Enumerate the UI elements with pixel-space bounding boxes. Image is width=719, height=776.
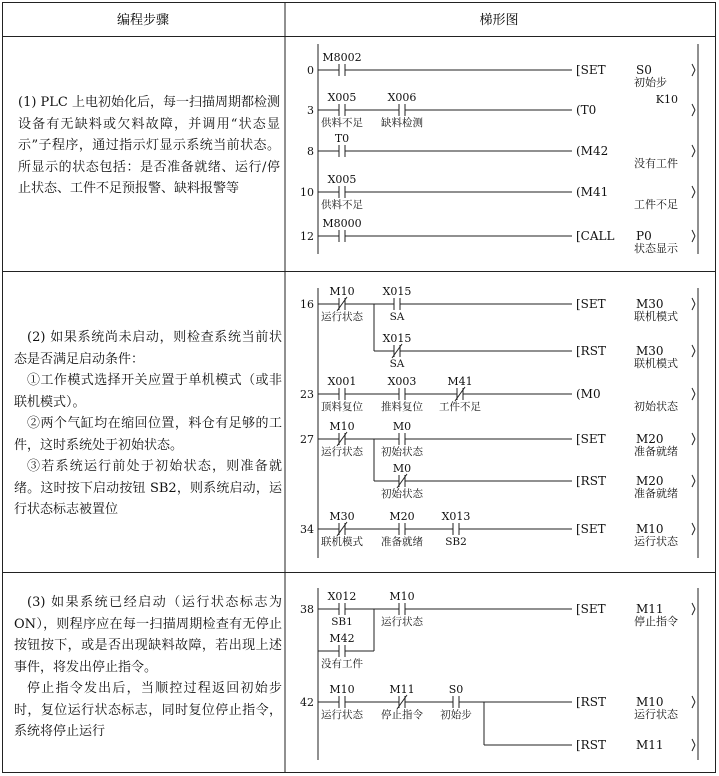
- bracket: [692, 702, 695, 708]
- output-instruction: [RST: [576, 695, 606, 709]
- bracket: [692, 394, 695, 400]
- contact-comment: 运行状态: [321, 311, 363, 323]
- desc-paragraph: ③若系统运行前处于初始状态，则准备就绪。这时按下启动按钮 SB2，则系统启动，运行状态标志被置位: [14, 459, 282, 517]
- bracket: [692, 529, 695, 535]
- contact-comment: 初始状态: [381, 446, 423, 458]
- bracket: [692, 609, 695, 615]
- output-comment: 初始状态: [634, 400, 678, 413]
- bracket: [692, 304, 695, 310]
- step-number: 0: [307, 64, 314, 77]
- contact-comment: 运行状态: [381, 616, 423, 628]
- step-number: 10: [300, 186, 314, 199]
- contact-name: M8000: [322, 217, 362, 230]
- bracket: [692, 104, 695, 110]
- contact-name: X006: [387, 91, 417, 104]
- bracket: [692, 603, 695, 609]
- bracket: [692, 439, 695, 445]
- contact-name: M10: [329, 683, 355, 696]
- contact-name: X015: [382, 285, 412, 298]
- bracket: [692, 433, 695, 439]
- contact-comment: SB1: [331, 616, 353, 628]
- bracket: [692, 481, 695, 487]
- output-comment: 联机模式: [634, 310, 678, 323]
- bracket: [692, 70, 695, 76]
- output-comment: 准备就绪: [634, 445, 678, 458]
- output-instruction: [SET: [576, 432, 606, 446]
- bracket: [692, 192, 695, 198]
- bracket: [692, 345, 695, 351]
- output-instruction: [SET: [576, 297, 606, 311]
- output-instruction: [RST: [576, 344, 606, 358]
- contact-name: M42: [329, 632, 355, 645]
- output-operand: M20: [636, 474, 664, 488]
- step-number: 12: [300, 230, 314, 243]
- contact-comment: 准备就绪: [381, 536, 423, 548]
- step-number: 23: [300, 388, 314, 401]
- bracket: [692, 145, 695, 151]
- contact-name: M30: [329, 510, 355, 523]
- step-number: 16: [300, 298, 314, 311]
- contact-comment: 供料不足: [321, 117, 363, 129]
- contact-name: X015: [382, 332, 412, 345]
- desc-paragraph: ①工作模式选择开关应置于单机模式（或非联机模式）。: [14, 373, 282, 410]
- bracket: [692, 298, 695, 304]
- output-operand: S0: [636, 63, 652, 77]
- output-instruction: [SET: [576, 602, 606, 616]
- bracket: [692, 230, 695, 236]
- step-number: 3: [307, 104, 314, 117]
- header-ladder: 梯形图: [479, 13, 519, 28]
- contact-comment: 初始状态: [381, 488, 423, 500]
- contact-name: X013: [441, 510, 471, 523]
- header-steps: 编程步骤: [116, 13, 170, 28]
- output-operand: M10: [636, 695, 664, 709]
- output-operand: M30: [636, 297, 664, 311]
- contact-name: T0: [334, 132, 350, 145]
- contact-name: M10: [329, 420, 355, 433]
- bracket: [692, 388, 695, 394]
- output-instruction: (M0: [576, 387, 601, 401]
- bracket: [692, 186, 695, 192]
- contact-comment: 运行状态: [321, 446, 363, 458]
- output-instruction: [RST: [576, 738, 606, 752]
- bracket: [692, 64, 695, 70]
- output-comment: 联机模式: [634, 357, 678, 370]
- bracket: [692, 351, 695, 357]
- contact-name: M10: [389, 590, 415, 603]
- contact-comment: SB2: [445, 536, 467, 548]
- bracket: [692, 236, 695, 242]
- desc-paragraph: ②两个气缸均在缩回位置，料仓有足够的工件，这时系统处于初始状态。: [14, 416, 282, 453]
- contact-name: S0: [448, 683, 464, 696]
- contact-comment: 联机模式: [321, 536, 363, 548]
- bracket: [692, 151, 695, 157]
- output-comment: 状态显示: [634, 242, 678, 255]
- contact-name: M0: [392, 420, 412, 433]
- bracket: [692, 696, 695, 702]
- contact-comment: 初始步: [440, 709, 472, 721]
- contact-comment: 顶料复位: [321, 401, 363, 413]
- contact-name: X012: [327, 590, 357, 603]
- output-operand: M10: [636, 522, 664, 536]
- contact-name: M11: [389, 683, 415, 696]
- contact-comment: SA: [389, 311, 405, 323]
- output-comment: 停止指令: [634, 615, 678, 628]
- programming-table: [2, 2, 716, 773]
- desc-paragraph: (1) PLC 上电初始化后，每一扫描周期都检测设备有无缺料或欠料故障，并调用“状态显示”子程序，通过指示灯显示系统当前状态。所显示的状态包括：是否准备就绪、运行/停止状态、工件不足预报警、缺料报警等: [18, 95, 281, 196]
- contact-comment: 缺料检测: [381, 117, 423, 129]
- output-instruction: (T0: [576, 103, 597, 117]
- output-instruction: (M42: [576, 144, 609, 158]
- bracket: [692, 110, 695, 116]
- output-comment: 运行状态: [634, 535, 678, 548]
- output-operand: M30: [636, 344, 664, 358]
- output-instruction: [SET: [576, 63, 606, 77]
- ladder-diagram: [300, 44, 698, 760]
- output-comment: 没有工件: [634, 157, 678, 170]
- output-comment: 初始步: [634, 76, 667, 89]
- contact-name: X005: [327, 91, 357, 104]
- output-instruction: (M41: [576, 185, 609, 199]
- desc-paragraph: 停止指令发出后，当顺控过程返回初始步时，复位运行状态标志，同时复位停止指令，系统将停止运行: [14, 681, 282, 739]
- bracket: [692, 523, 695, 529]
- contact-name: M20: [389, 510, 415, 523]
- contact-comment: SA: [389, 358, 405, 370]
- step-number: 42: [300, 696, 314, 709]
- output-operand: P0: [636, 229, 652, 243]
- output-operand: M20: [636, 432, 664, 446]
- desc-paragraph: (2) 如果系统尚未启动，则检查系统当前状态是否满足启动条件：: [14, 330, 282, 367]
- contact-name: X003: [387, 375, 417, 388]
- step-number: 38: [300, 603, 314, 616]
- contact-comment: 运行状态: [321, 709, 363, 721]
- contact-name: M8002: [322, 51, 362, 64]
- step-number: 8: [307, 145, 314, 158]
- output-comment: 准备就绪: [634, 487, 678, 500]
- contact-comment: 供料不足: [321, 199, 363, 211]
- contact-name: M0: [392, 462, 412, 475]
- contact-name: M10: [329, 285, 355, 298]
- step-number: 27: [300, 433, 314, 446]
- output-instruction: [RST: [576, 474, 606, 488]
- bracket: [692, 475, 695, 481]
- desc-paragraph: (3) 如果系统已经启动（运行状态标志为 ON），则程序应在每一扫描周期检查有无停止按钮按下，或是否出现缺料故障，若出现上述事件，将发出停止指令。: [14, 595, 282, 675]
- output-instruction: [SET: [576, 522, 606, 536]
- contact-comment: 推料复位: [381, 401, 423, 413]
- contact-name: X001: [327, 375, 357, 388]
- contact-comment: 工件不足: [439, 401, 481, 413]
- output-instruction: [CALL: [576, 229, 615, 243]
- output-comment: 运行状态: [634, 708, 678, 721]
- step-number: 34: [300, 523, 314, 536]
- bracket: [692, 745, 695, 751]
- bracket: [692, 739, 695, 745]
- output-operand: M11: [636, 602, 664, 616]
- output-comment: 工件不足: [634, 198, 678, 211]
- contact-comment: 没有工件: [321, 658, 363, 670]
- contact-name: M41: [447, 375, 473, 388]
- contact-name: X005: [327, 173, 357, 186]
- output-param: K10: [655, 93, 678, 106]
- contact-comment: 停止指令: [381, 709, 423, 721]
- output-operand: M11: [636, 738, 664, 752]
